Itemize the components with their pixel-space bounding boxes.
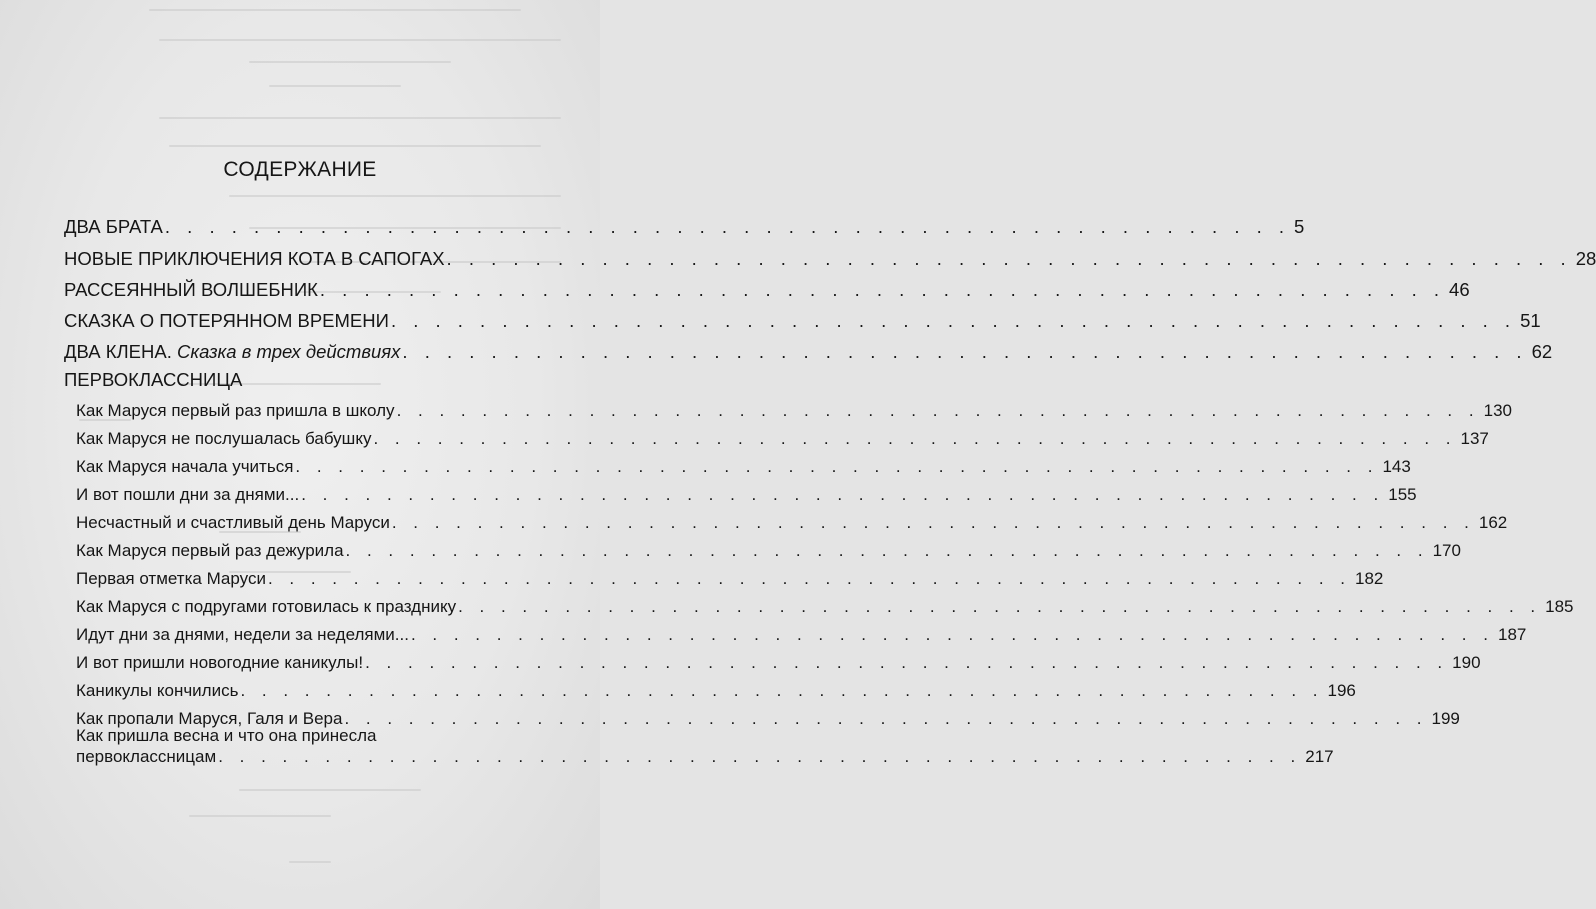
entry-title: И вот пошли дни за днями... <box>76 485 300 504</box>
toc-entry <box>64 310 1541 332</box>
entry-title: Несчастный и счастливый день Маруси <box>76 513 390 532</box>
page-title: СОДЕРЖАНИЕ <box>223 158 377 181</box>
toc-subentry <box>76 541 1461 561</box>
entry-title-group <box>64 341 400 363</box>
entry-title: Как пропали Маруся, Галя и Вера <box>76 709 343 728</box>
toc-subentry <box>76 569 1384 589</box>
entry-page: 162 <box>1478 513 1508 532</box>
toc-entry <box>64 341 1553 363</box>
entry-page: 143 <box>1382 457 1411 476</box>
leader-dots: . . . . . . . . . . . . . . . . . . . . . . . . . . . . . . . . . . . . . . . . . . . . . . . . . . . <box>295 457 1379 476</box>
entry-page: 5 <box>1294 216 1305 237</box>
entry-title: Как Маруся не послушалась бабушку <box>76 429 372 448</box>
entry-page: 62 <box>1531 341 1553 362</box>
entry-title: ДВА БРАТА <box>64 216 163 237</box>
leader-dots: . . . . . . . . . . . . . . . . . . . . . . . . . . . . . . . . . . . . . . . . . . . . . . . . . . . <box>319 279 1446 300</box>
entry-page: 199 <box>1431 709 1460 728</box>
toc-entry <box>64 248 1596 270</box>
leader-dots: . . . . . . . . . . . . . . . . . . . . . . . . . . . . . . . . . . . . . . . . . . . . . . . . . . . <box>396 401 1480 420</box>
leader-dots: . . . . . . . . . . . . . . . . . . . . . . . . . . . . . . . . . . . . . . . . . . . . . . . . . . . <box>218 747 1302 766</box>
entry-title: Как Маруся с подругами готовилась к празднику <box>76 597 457 616</box>
entry-subtitle: Сказка в трех действиях <box>176 341 401 362</box>
toc-subentry <box>76 653 1481 673</box>
entry-page: 51 <box>1520 310 1541 331</box>
entry-title: Как Маруся первый раз дежурила <box>76 541 344 560</box>
toc-subentry <box>76 625 1527 645</box>
toc-subentry-two-line <box>76 725 1334 767</box>
toc-subentry <box>76 457 1411 477</box>
leader-dots: . . . . . . . . . . . . . . . . . . . . . . . . . . . . . . . . . . . . . . . . . . . . . . . . . . . <box>458 597 1542 616</box>
entry-page: 28 <box>1575 248 1596 269</box>
entry-page: 190 <box>1452 653 1481 672</box>
leader-dots: . . . . . . . . . . . . . . . . . . . . . . . . . . . . . . . . . . . . . . . . . . . . . . . . . . . <box>344 709 1428 728</box>
entry-title: Каникулы кончились <box>76 681 239 700</box>
leader-dots: . . . . . . . . . . . . . . . . . . . . . . . . . . . . . . . . . . . . . . . . . . . . . . . . . . . <box>402 341 1528 362</box>
entry-title: ДВА КЛЕНА. <box>64 341 172 362</box>
entry-title: СКАЗКА О ПОТЕРЯННОМ ВРЕМЕНИ <box>64 310 389 331</box>
entry-page: 187 <box>1497 625 1527 644</box>
entry-page: 137 <box>1460 429 1489 448</box>
leader-dots: . . . . . . . . . . . . . . . . . . . . . . . . . . . . . . . . . . . . . . . . . . . . . . . . . . . <box>345 541 1429 560</box>
entry-page: 185 <box>1545 597 1574 616</box>
entry-title: РАССЕЯННЫЙ ВОЛШЕБНИК <box>64 279 318 300</box>
leader-dots: . . . . . . . . . . . . . . . . . . . . . . . . . . . . . . . . . . . . . . . . . . . . . . . . . . . <box>390 310 1517 331</box>
leader-dots: . . . . . . . . . . . . . . . . . . . . . . . . . . . . . . . . . . . . . . . . . . . . . . . . . . . <box>267 569 1351 588</box>
entry-page: 196 <box>1327 681 1356 700</box>
toc-subentry <box>76 513 1508 533</box>
leader-dots: . . . . . . . . . . . . . . . . . . . . . . . . . . . . . . . . . . . . . . . . . . . . . . . . . . . <box>410 625 1494 644</box>
entry-page: 130 <box>1483 401 1512 420</box>
entry-line2 <box>76 746 1334 767</box>
leader-dots: . . . . . . . . . . . . . . . . . . . . . . . . . . . . . . . . . . . . . . . . . . . . . . . . . . . <box>301 485 1385 504</box>
leader-dots: . . . . . . . . . . . . . . . . . . . . . . . . . . . . . . . . . . . . . . . . . . . . . . . . . . . <box>391 513 1475 532</box>
toc-entry <box>64 216 1305 238</box>
entry-title-line1: Как пришла весна и что она принесла <box>76 726 377 745</box>
entry-page: 170 <box>1432 541 1461 560</box>
entry-title: Первая отметка Маруси <box>76 569 266 588</box>
entry-title: Как Маруся первый раз пришла в школу <box>76 401 395 420</box>
entry-page: 46 <box>1449 279 1470 300</box>
toc-subentry <box>76 429 1489 449</box>
entry-title: НОВЫЕ ПРИКЛЮЧЕНИЯ КОТА В САПОГАХ <box>64 248 445 269</box>
leader-dots: . . . . . . . . . . . . . . . . . . . . . . . . . . . . . . . . . . . . . . . . . . . . . . . . . . . <box>240 681 1324 700</box>
toc-subentry <box>76 597 1574 617</box>
toc-entry <box>64 279 1470 301</box>
entry-title: Идут дни за днями, недели за неделями... <box>76 625 409 644</box>
entry-page: 182 <box>1355 569 1384 588</box>
leader-dots: . . . . . . . . . . . . . . . . . . . . . . . . . . . . . . . . . . . . . . . . . . . . . . . . . . . <box>365 653 1449 672</box>
entry-title-line2: первоклассницам <box>76 747 217 766</box>
entry-page: 217 <box>1305 747 1334 766</box>
leader-dots: . . . . . . . . . . . . . . . . . . . . . . . . . . . . . . . . . . . . . . . . . . . . . . . . . . . <box>164 216 1291 237</box>
leader-dots: . . . . . . . . . . . . . . . . . . . . . . . . . . . . . . . . . . . . . . . . . . . . . . . . . . . <box>373 429 1457 448</box>
toc-subentry <box>76 485 1417 505</box>
leader-dots: . . . . . . . . . . . . . . . . . . . . . . . . . . . . . . . . . . . . . . . . . . . . . . . . . . . <box>446 248 1572 269</box>
entry-page: 155 <box>1388 485 1417 504</box>
entry-title: Как Маруся начала учиться <box>76 457 294 476</box>
toc-subentry <box>76 401 1512 421</box>
section-heading: ПЕРВОКЛАССНИЦА <box>64 369 243 390</box>
toc-subentry <box>76 681 1356 701</box>
entry-title: И вот пришли новогодние каникулы! <box>76 653 364 672</box>
